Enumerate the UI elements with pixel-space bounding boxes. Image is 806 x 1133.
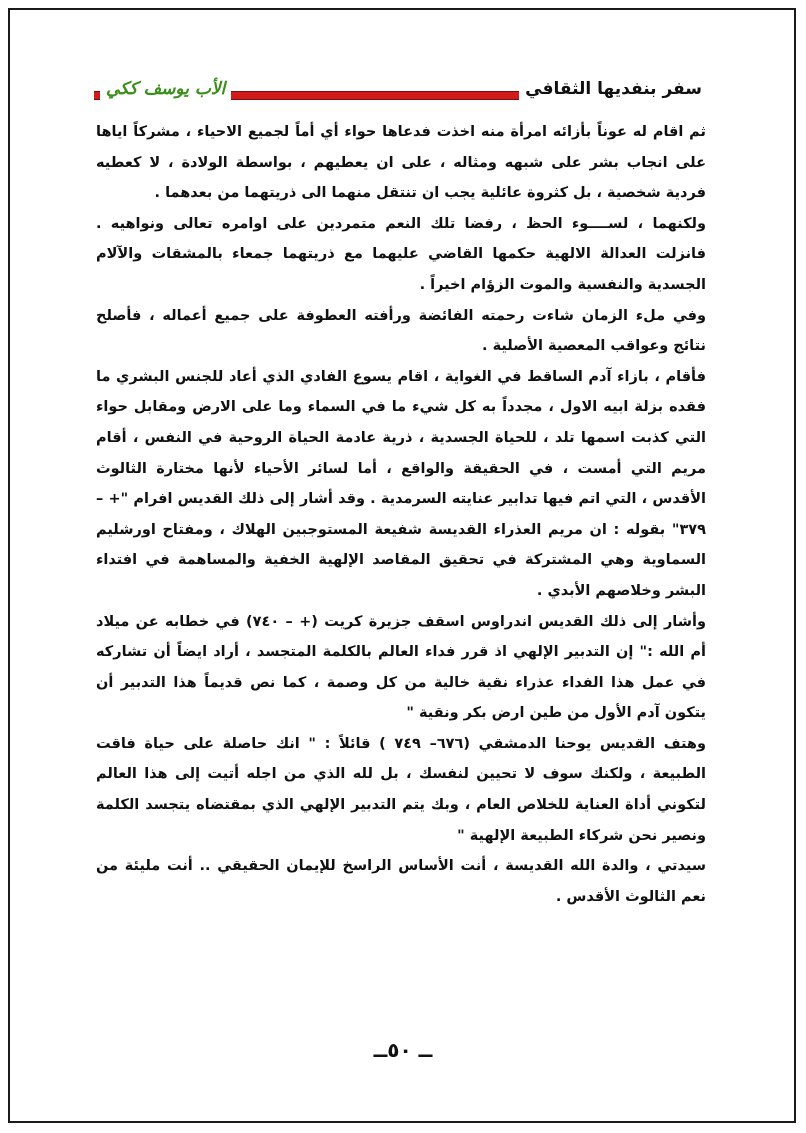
- paragraph: سيدتي ، والدة الله القديسة ، أنت الأساس الراسخ للإيمان الحقيقي .. أنت مليئة من نعم الثالوث الأقدس .: [96, 858, 706, 905]
- paragraph: وهتف القديس يوحنا الدمشقي (٦٧٦– ٧٤٩ ) قائلاً : " انك حاصلة على حياة فاقت الطبيعة ، ولكنك سوف لا تحيين لنفسك ، بل لله الذي من اجله أتيت إلى هذا العالم لتكوني أداة العناية للخلاص العام ، وبك يتم التدبير الإلهي الذي بمقتضاه يتجسد الكلمة ونصير نحن شركاء الطبيعة الإلهية ": [96, 735, 706, 844]
- book-title: سفر بنفديها الثقافي: [519, 78, 708, 100]
- page-body: [96, 117, 706, 912]
- author-name: الأب يوسف ككي: [100, 78, 231, 100]
- paragraph: وفي ملء الزمان شاءت رحمته الفائضة ورأفته العطوفة على جميع أعماله ، فأصلح نتائج وعواقب المعصية الأصلية .: [96, 307, 706, 355]
- paragraph: فأقام ، بازاء آدم الساقط في الغواية ، اقام يسوع الفادي الذي أعاد للجنس البشري ما فقده بزلة ابيه الاول ، مجدداً به كل شيء ما في السماء وما على الارض ومقابل حواء التي كذبت اسمها تلد ، للحياة الجسدية ، ذرية عادمة الحياة الروحية في النفس ، أقام مريم التي أمست ، في الحقيقة والواقع ، أما لسائر الأحياء لأنها مختارة الثالوث الأقدس ، التي اتم فيها تدابير عنايته السرمدية . وقد أشار إلى ذلك القديس افرام "+ – ٣٧٩" بقوله : ان مريم العذراء القديسة شفيعة المستوجبين الهلاك ، ومفتاح اورشليم السماوية وهي المشتركة في تحقيق المقاصد الإلهية الخفية والمساهمة في افتداء البشر وخلاصهم الأبدي .: [96, 368, 706, 599]
- paragraph: ولكنهما ، لســــوء الحظ ، رفضا تلك النعم متمردين على اوامره تعالى ونواهيه . فانزلت العدالة الالهية حكمها القاضي عليهما مع ذريتهما جمعاء بالمشقات والآلام الجسدية والنفسية والموت الزؤام اخيراً .: [96, 215, 706, 293]
- page-number: ــ ٥٠ــ: [373, 1038, 433, 1062]
- paragraph: ثم اقام له عوناً بأزائه امرأة منه اخذت فدعاها حواء أي أماً لجميع الاحياء ، مشركاً اياها على انجاب بشر على شبهه ومثاله ، على ان يعطيهم ، بواسطة الولادة ، لا كعطيه فردية شخصية ، بل كثروة عائلية يجب ان تنتقل منهما الى ذريتهما من بعدهما .: [96, 124, 706, 202]
- paragraph: وأشار إلى ذلك القديس اندراوس اسقف جزيرة كريت (+ – ٧٤٠) في خطابه عن ميلاد أم الله :" إن التدبير الإلهي اذ قرر فداء العالم بالكلمة المتجسد ، أراد ايضاً أن تشاركه في عمل هذا الفداء عذراء نقية خالية من كل وصمة ، كما نص قديماً هذا التدبير أن يتكون آدم الأول من طين ارض بكر ونقية ": [96, 613, 706, 722]
